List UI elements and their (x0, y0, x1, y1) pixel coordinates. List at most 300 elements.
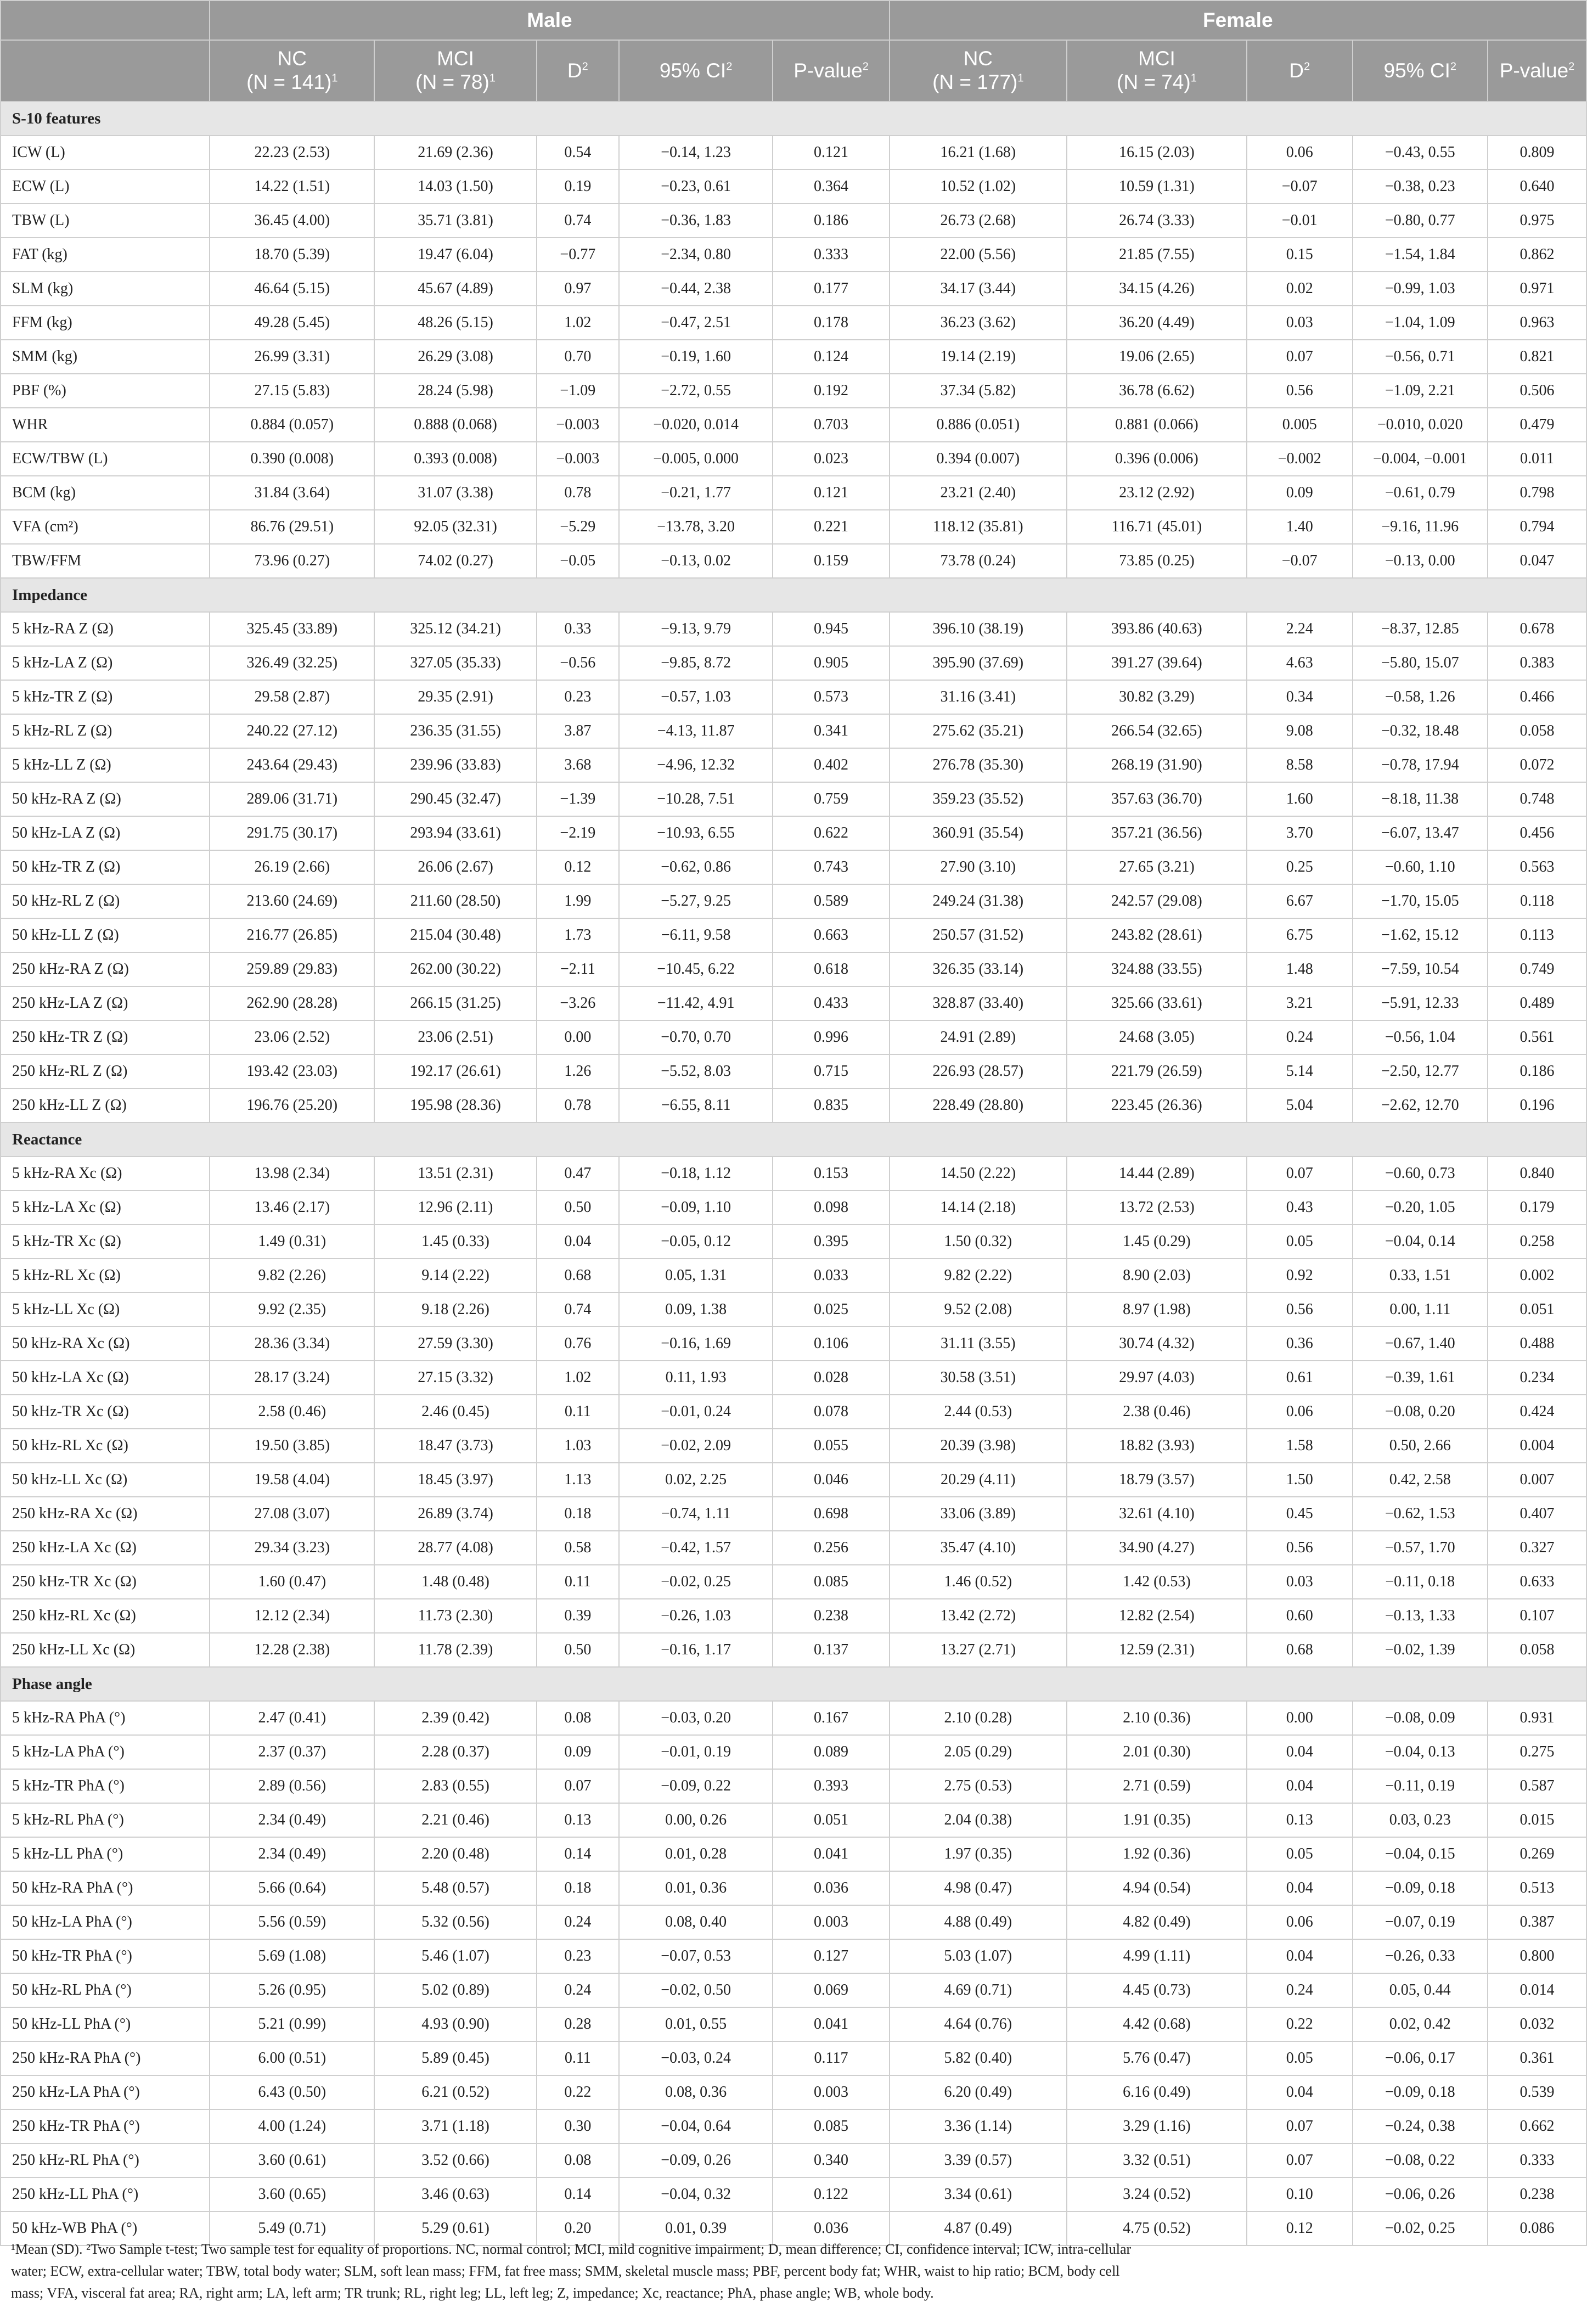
table-cell: −1.09 (537, 374, 619, 408)
table-cell: 8.58 (1247, 748, 1353, 782)
row-label: 250 kHz-RA Z (Ω) (1, 952, 210, 986)
table-cell: 0.862 (1488, 238, 1586, 272)
table-cell: 0.800 (1488, 1939, 1586, 1973)
table-cell: −0.020, 0.014 (619, 408, 773, 442)
column-header-count: (N = 74) (1117, 71, 1191, 93)
table-cell: 1.60 (0.47) (210, 1565, 374, 1599)
table-cell: −0.08, 0.20 (1353, 1395, 1488, 1429)
table-cell: 0.00, 1.11 (1353, 1293, 1488, 1327)
row-label: ECW (L) (1, 170, 210, 204)
table-cell: −2.19 (537, 816, 619, 850)
table-cell: 0.238 (1488, 2177, 1586, 2211)
table-cell: 0.886 (0.051) (890, 408, 1067, 442)
row-label: FAT (kg) (1, 238, 210, 272)
table-row (1, 986, 1586, 1020)
column-header (537, 40, 619, 102)
table-cell: 4.98 (0.47) (890, 1871, 1067, 1905)
table-cell: 3.52 (0.66) (374, 2143, 537, 2177)
table-cell: 0.364 (773, 170, 889, 204)
table-cell: 0.05, 1.31 (619, 1259, 773, 1293)
table-cell: 0.033 (773, 1259, 889, 1293)
table-cell: 328.87 (33.40) (890, 986, 1067, 1020)
column-header-footnote-mark: 2 (1568, 60, 1575, 73)
table-cell: 0.124 (773, 340, 889, 374)
table-cell: 20.39 (3.98) (890, 1429, 1067, 1463)
table-cell: 324.88 (33.55) (1067, 952, 1247, 986)
table-cell: 6.00 (0.51) (210, 2041, 374, 2075)
table-cell: −0.44, 2.38 (619, 272, 773, 306)
table-cell: 0.186 (1488, 1054, 1586, 1088)
table-row (1, 850, 1586, 884)
table-cell: 3.60 (0.65) (210, 2177, 374, 2211)
table-cell: 0.573 (773, 680, 889, 714)
table-row (1, 1327, 1586, 1361)
row-label: 250 kHz-TR Z (Ω) (1, 1020, 210, 1054)
table-cell: 11.78 (2.39) (374, 1633, 537, 1667)
table-row (1, 1225, 1586, 1259)
table-cell: 6.75 (1247, 918, 1353, 952)
table-cell: −0.01 (1247, 204, 1353, 238)
table-cell: 0.122 (773, 2177, 889, 2211)
table-cell: 13.42 (2.72) (890, 1599, 1067, 1633)
table-row (1, 1293, 1586, 1327)
table-cell: 3.36 (1.14) (890, 2109, 1067, 2143)
row-label: SMM (kg) (1, 340, 210, 374)
table-cell: 1.48 (0.48) (374, 1565, 537, 1599)
table-cell: 2.75 (0.53) (890, 1769, 1067, 1803)
table-cell: 0.051 (1488, 1293, 1586, 1327)
table-cell: 0.003 (773, 2075, 889, 2109)
table-cell: 32.61 (4.10) (1067, 1497, 1247, 1531)
table-cell: 0.069 (773, 1973, 889, 2007)
table-cell: 0.393 (0.008) (374, 442, 537, 476)
table-cell: 1.49 (0.31) (210, 1225, 374, 1259)
table-cell: 262.00 (30.22) (374, 952, 537, 986)
table-cell: 0.02, 0.42 (1353, 2007, 1488, 2041)
table-cell: −0.09, 0.18 (1353, 2075, 1488, 2109)
table-cell: 30.74 (4.32) (1067, 1327, 1247, 1361)
table-cell: 6.67 (1247, 884, 1353, 918)
table-cell: 0.01, 0.36 (619, 1871, 773, 1905)
table-cell: 325.66 (33.61) (1067, 986, 1247, 1020)
table-row (1, 1088, 1586, 1122)
table-cell: 9.52 (2.08) (890, 1293, 1067, 1327)
table-cell: −1.54, 1.84 (1353, 238, 1488, 272)
table-cell: 0.159 (773, 544, 889, 578)
row-label: 5 kHz-TR PhA (°) (1, 1769, 210, 1803)
table-cell: 3.70 (1247, 816, 1353, 850)
table-cell: −0.16, 1.17 (619, 1633, 773, 1667)
table-cell: 0.743 (773, 850, 889, 884)
table-cell: 0.02 (1247, 272, 1353, 306)
table-row (1, 374, 1586, 408)
row-label: 250 kHz-LL PhA (°) (1, 2177, 210, 2211)
table-cell: 5.14 (1247, 1054, 1353, 1088)
table-cell: 92.05 (32.31) (374, 510, 537, 544)
table-cell: 0.085 (773, 1565, 889, 1599)
table-cell: −2.11 (537, 952, 619, 986)
table-cell: −13.78, 3.20 (619, 510, 773, 544)
table-cell: 5.26 (0.95) (210, 1973, 374, 2007)
table-cell: 0.098 (773, 1191, 889, 1225)
table-cell: 0.466 (1488, 680, 1586, 714)
row-label: ICW (L) (1, 136, 210, 170)
table-cell: −0.003 (537, 408, 619, 442)
table-cell: 31.07 (3.38) (374, 476, 537, 510)
table-cell: 4.99 (1.11) (1067, 1939, 1247, 1973)
table-cell: 0.60 (1247, 1599, 1353, 1633)
table-cell: 10.52 (1.02) (890, 170, 1067, 204)
column-header (890, 40, 1067, 102)
table-cell: 48.26 (5.15) (374, 306, 537, 340)
table-cell: 1.26 (537, 1054, 619, 1088)
table-cell: −0.08, 0.09 (1353, 1701, 1488, 1735)
table-cell: 0.07 (1247, 1157, 1353, 1191)
table-cell: 4.94 (0.54) (1067, 1871, 1247, 1905)
table-cell: −10.28, 7.51 (619, 782, 773, 816)
table-cell: 3.21 (1247, 986, 1353, 1020)
table-cell: 0.051 (773, 1803, 889, 1837)
table-cell: 0.78 (537, 1088, 619, 1122)
table-row (1, 2143, 1586, 2177)
table-row (1, 1429, 1586, 1463)
table-cell: 0.13 (1247, 1803, 1353, 1837)
table-cell: −0.04, 0.13 (1353, 1735, 1488, 1769)
table-row (1, 1497, 1586, 1531)
table-row (1, 816, 1586, 850)
table-cell: 9.92 (2.35) (210, 1293, 374, 1327)
table-row (1, 1871, 1586, 1905)
table-cell: 0.121 (773, 476, 889, 510)
table-cell: −0.06, 0.26 (1353, 2177, 1488, 2211)
table-cell: 1.45 (0.29) (1067, 1225, 1247, 1259)
table-cell: 5.48 (0.57) (374, 1871, 537, 1905)
table-cell: 18.47 (3.73) (374, 1429, 537, 1463)
table-cell: 3.29 (1.16) (1067, 2109, 1247, 2143)
table-cell: 0.23 (537, 1939, 619, 1973)
table-cell: 216.77 (26.85) (210, 918, 374, 952)
table-cell: 74.02 (0.27) (374, 544, 537, 578)
table-cell: 0.50 (537, 1633, 619, 1667)
table-row (1, 408, 1586, 442)
table-cell: −0.57, 1.03 (619, 680, 773, 714)
column-header-name: P-value (794, 59, 863, 82)
table-cell: 13.46 (2.17) (210, 1191, 374, 1225)
table-cell: 0.07 (1247, 340, 1353, 374)
table-cell: −0.39, 1.61 (1353, 1361, 1488, 1395)
column-header-footnote-mark: 2 (1450, 60, 1456, 73)
table-cell: 9.82 (2.26) (210, 1259, 374, 1293)
table-cell: 0.74 (537, 1293, 619, 1327)
table-cell: 0.945 (773, 612, 889, 646)
table-cell: 275.62 (35.21) (890, 714, 1067, 748)
table-cell: 226.93 (28.57) (890, 1054, 1067, 1088)
table-cell: −6.55, 8.11 (619, 1088, 773, 1122)
table-cell: −0.04, 0.15 (1353, 1837, 1488, 1871)
table-cell: 0.24 (537, 1973, 619, 2007)
table-row (1, 680, 1586, 714)
table-row (1, 714, 1586, 748)
table-cell: 359.23 (35.52) (890, 782, 1067, 816)
table-cell: 5.03 (1.07) (890, 1939, 1067, 1973)
table-cell: −0.26, 1.03 (619, 1599, 773, 1633)
table-cell: 1.73 (537, 918, 619, 952)
table-cell: −5.52, 8.03 (619, 1054, 773, 1088)
table-cell: 0.479 (1488, 408, 1586, 442)
table-cell: 0.06 (1247, 136, 1353, 170)
table-cell: −0.23, 0.61 (619, 170, 773, 204)
table-cell: −0.07, 0.19 (1353, 1905, 1488, 1939)
table-cell: 0.007 (1488, 1463, 1586, 1497)
table-cell: 1.40 (1247, 510, 1353, 544)
table-cell: 0.587 (1488, 1769, 1586, 1803)
table-cell: 0.22 (537, 2075, 619, 2109)
table-cell: 18.70 (5.39) (210, 238, 374, 272)
table-cell: 0.025 (773, 1293, 889, 1327)
table-cell: 0.327 (1488, 1531, 1586, 1565)
table-cell: 9.14 (2.22) (374, 1259, 537, 1293)
row-label: 5 kHz-RL Z (Ω) (1, 714, 210, 748)
table-cell: 0.905 (773, 646, 889, 680)
table-cell: 193.42 (23.03) (210, 1054, 374, 1088)
table-cell: 3.46 (0.63) (374, 2177, 537, 2211)
table-cell: 12.82 (2.54) (1067, 1599, 1247, 1633)
table-row (1, 1837, 1586, 1871)
row-label: 50 kHz-LA Xc (Ω) (1, 1361, 210, 1395)
table-cell: −0.78, 17.94 (1353, 748, 1488, 782)
table-row (1, 952, 1586, 986)
table-cell: −1.39 (537, 782, 619, 816)
table-cell: 0.085 (773, 2109, 889, 2143)
table-cell: 0.396 (0.006) (1067, 442, 1247, 476)
table-row (1, 1463, 1586, 1497)
table-cell: 0.36 (1247, 1327, 1353, 1361)
table-cell: −9.85, 8.72 (619, 646, 773, 680)
table-cell: 0.04 (1247, 1871, 1353, 1905)
table-cell: 0.759 (773, 782, 889, 816)
table-cell: 27.65 (3.21) (1067, 850, 1247, 884)
table-cell: 0.663 (773, 918, 889, 952)
row-label: WHR (1, 408, 210, 442)
table-cell: 243.82 (28.61) (1067, 918, 1247, 952)
table-cell: 325.12 (34.21) (374, 612, 537, 646)
table-cell: 29.35 (2.91) (374, 680, 537, 714)
table-cell: 1.92 (0.36) (1067, 1837, 1247, 1871)
table-cell: 0.036 (773, 2211, 889, 2246)
table-cell: 5.02 (0.89) (374, 1973, 537, 2007)
table-row (1, 238, 1586, 272)
table-cell: 0.04 (537, 1225, 619, 1259)
table-cell: 0.333 (773, 238, 889, 272)
table-cell: 36.23 (3.62) (890, 306, 1067, 340)
table-cell: 0.00, 0.26 (619, 1803, 773, 1837)
table-cell: 0.11 (537, 1395, 619, 1429)
column-header (210, 40, 374, 102)
table-cell: −0.08, 0.22 (1353, 2143, 1488, 2177)
table-cell: −0.03, 0.20 (619, 1701, 773, 1735)
table-cell: −0.02, 0.50 (619, 1973, 773, 2007)
table-row (1, 1191, 1586, 1225)
table-cell: 0.01, 0.55 (619, 2007, 773, 2041)
table-cell: 5.49 (0.71) (210, 2211, 374, 2246)
table-row (1, 612, 1586, 646)
table-cell: 0.089 (773, 1735, 889, 1769)
table-cell: −0.60, 1.10 (1353, 850, 1488, 884)
row-label: 5 kHz-LL PhA (°) (1, 1837, 210, 1871)
table-cell: −10.93, 6.55 (619, 816, 773, 850)
table-cell: 3.24 (0.52) (1067, 2177, 1247, 2211)
table-cell: 4.75 (0.52) (1067, 2211, 1247, 2246)
table-cell: −0.11, 0.19 (1353, 1769, 1488, 1803)
table-cell: 3.68 (537, 748, 619, 782)
table-cell: 1.46 (0.52) (890, 1565, 1067, 1599)
table-cell: 1.48 (1247, 952, 1353, 986)
table-cell: 0.506 (1488, 374, 1586, 408)
corner-cell (1, 40, 210, 102)
table-cell: 211.60 (28.50) (374, 884, 537, 918)
table-row (1, 1259, 1586, 1293)
table-row (1, 2177, 1586, 2211)
table-cell: 357.63 (36.70) (1067, 782, 1247, 816)
table-cell: 4.63 (1247, 646, 1353, 680)
table-cell: 396.10 (38.19) (890, 612, 1067, 646)
table-cell: 0.33 (537, 612, 619, 646)
section-header-row (1, 1667, 1586, 1701)
table-cell: 4.45 (0.73) (1067, 1973, 1247, 2007)
table-cell: 0.698 (773, 1497, 889, 1531)
table-cell: −0.02, 0.25 (619, 1565, 773, 1599)
table-cell: 0.433 (773, 986, 889, 1020)
table-cell: 23.21 (2.40) (890, 476, 1067, 510)
table-cell: 0.963 (1488, 306, 1586, 340)
table-cell: 0.032 (1488, 2007, 1586, 2041)
section-title: Reactance (1, 1122, 1586, 1157)
table-cell: 4.42 (0.68) (1067, 2007, 1247, 2041)
table-cell: 0.07 (1247, 2143, 1353, 2177)
table-cell: 9.18 (2.26) (374, 1293, 537, 1327)
table-cell: 5.82 (0.40) (890, 2041, 1067, 2075)
table-cell: 2.58 (0.46) (210, 1395, 374, 1429)
table-cell: 86.76 (29.51) (210, 510, 374, 544)
table-cell: 0.117 (773, 2041, 889, 2075)
table-cell: 0.04 (1247, 1939, 1353, 1973)
table-row (1, 1769, 1586, 1803)
table-cell: 21.69 (2.36) (374, 136, 537, 170)
table-cell: 243.64 (29.43) (210, 748, 374, 782)
column-header-count: (N = 177) (932, 71, 1018, 93)
row-label: 250 kHz-RL Xc (Ω) (1, 1599, 210, 1633)
table-cell: 2.10 (0.28) (890, 1701, 1067, 1735)
row-label: 250 kHz-RL Z (Ω) (1, 1054, 210, 1088)
table-cell: 0.05 (1247, 2041, 1353, 2075)
table-cell: −0.06, 0.17 (1353, 2041, 1488, 2075)
table-cell: 0.678 (1488, 612, 1586, 646)
table-cell: 12.12 (2.34) (210, 1599, 374, 1633)
table-cell: 0.971 (1488, 272, 1586, 306)
table-cell: −6.11, 9.58 (619, 918, 773, 952)
table-cell: 10.59 (1.31) (1067, 170, 1247, 204)
table-cell: 2.05 (0.29) (890, 1735, 1067, 1769)
table-cell: 0.01, 0.39 (619, 2211, 773, 2246)
table-cell: 2.10 (0.36) (1067, 1701, 1247, 1735)
table-cell: 393.86 (40.63) (1067, 612, 1247, 646)
table-cell: 0.08 (537, 1701, 619, 1735)
table-cell: 0.041 (773, 2007, 889, 2041)
table-row (1, 1599, 1586, 1633)
table-cell: 326.49 (32.25) (210, 646, 374, 680)
table-cell: 0.798 (1488, 476, 1586, 510)
table-cell: 0.703 (773, 408, 889, 442)
table-cell: 27.59 (3.30) (374, 1327, 537, 1361)
table-cell: 0.402 (773, 748, 889, 782)
table-cell: 33.06 (3.89) (890, 1497, 1067, 1531)
row-label: 5 kHz-RA Xc (Ω) (1, 1157, 210, 1191)
row-label: ECW/TBW (L) (1, 442, 210, 476)
column-header-footnote-mark: 1 (1190, 72, 1197, 85)
table-cell: −0.58, 1.26 (1353, 680, 1488, 714)
table-cell: −10.45, 6.22 (619, 952, 773, 986)
section-title: Phase angle (1, 1667, 1586, 1701)
row-label: TBW/FFM (1, 544, 210, 578)
table-cell: 26.99 (3.31) (210, 340, 374, 374)
table-cell: 391.27 (39.64) (1067, 646, 1247, 680)
table-cell: 360.91 (35.54) (890, 816, 1067, 850)
table-cell: 5.89 (0.45) (374, 2041, 537, 2075)
section-title: S-10 features (1, 102, 1586, 136)
column-header-count: (N = 78) (415, 71, 489, 93)
table-cell: 0.106 (773, 1327, 889, 1361)
table-cell: 0.393 (773, 1769, 889, 1803)
table-cell: 0.003 (773, 1905, 889, 1939)
table-cell: 1.02 (537, 1361, 619, 1395)
table-cell: 0.78 (537, 476, 619, 510)
table-cell: 0.340 (773, 2143, 889, 2177)
table-cell: 16.15 (2.03) (1067, 136, 1247, 170)
table-row (1, 544, 1586, 578)
table-cell: 0.92 (1247, 1259, 1353, 1293)
table-cell: 24.91 (2.89) (890, 1020, 1067, 1054)
table-cell: 1.45 (0.33) (374, 1225, 537, 1259)
corner-cell (1, 1, 210, 40)
table-cell: −4.96, 12.32 (619, 748, 773, 782)
table-cell: 259.89 (29.83) (210, 952, 374, 986)
table-cell: −0.24, 0.38 (1353, 2109, 1488, 2143)
table-cell: 0.014 (1488, 1973, 1586, 2007)
table-cell: −0.13, 0.00 (1353, 544, 1488, 578)
table-cell: 0.996 (773, 1020, 889, 1054)
table-row (1, 2109, 1586, 2143)
table-cell: 0.08, 0.36 (619, 2075, 773, 2109)
column-header-row (1, 40, 1586, 102)
table-cell: −1.70, 15.05 (1353, 884, 1488, 918)
table-cell: −5.91, 12.33 (1353, 986, 1488, 1020)
table-cell: 34.15 (4.26) (1067, 272, 1247, 306)
table-cell: 19.50 (3.85) (210, 1429, 374, 1463)
table-cell: 2.39 (0.42) (374, 1701, 537, 1735)
table-cell: 0.036 (773, 1871, 889, 1905)
table-cell: 213.60 (24.69) (210, 884, 374, 918)
table-cell: 0.11 (537, 1565, 619, 1599)
table-row (1, 442, 1586, 476)
table-cell: −0.09, 0.18 (1353, 1871, 1488, 1905)
table-cell: −0.13, 1.33 (1353, 1599, 1488, 1633)
row-label: 50 kHz-LA Z (Ω) (1, 816, 210, 850)
table-cell: 0.107 (1488, 1599, 1586, 1633)
table-cell: 4.82 (0.49) (1067, 1905, 1247, 1939)
table-cell: 1.60 (1247, 782, 1353, 816)
table-cell: 0.015 (1488, 1803, 1586, 1837)
table-cell: 11.73 (2.30) (374, 1599, 537, 1633)
